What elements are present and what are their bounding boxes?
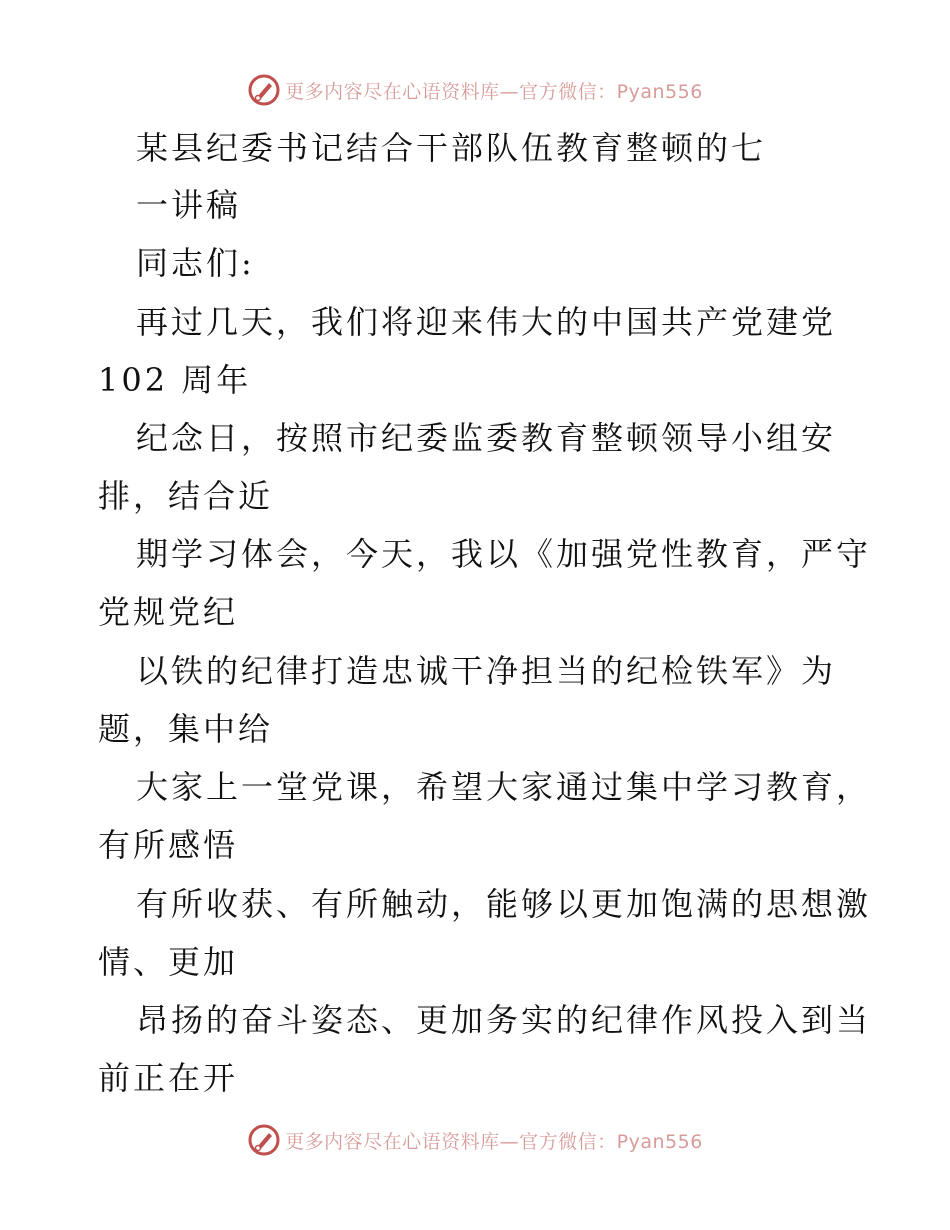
paragraph-line: 纪念日，按照市纪委监委教育整顿领导小组安	[136, 419, 837, 457]
paragraph-line: 以铁的纪律打造忠诚干净担当的纪检铁军》为	[136, 652, 837, 690]
paragraph-line: 题，集中给	[98, 710, 274, 748]
paragraph-line: 情、更加	[98, 943, 239, 981]
doc-title-line-1: 某县纪委书记结合干部队伍教育整顿的七	[136, 129, 767, 167]
footer-banner	[0, 1120, 950, 1160]
header-banner-text: 更多内容尽在心语资料库—官方微信：Pyan556	[285, 80, 703, 103]
paragraph-line: 102 周年	[98, 361, 252, 399]
paragraph-line: 党规党纪	[98, 593, 239, 631]
doc-title-line-2: 一讲稿	[136, 186, 242, 224]
paragraph-line: 再过几天，我们将迎来伟大的中国共产党建党	[136, 303, 837, 341]
header-banner	[0, 70, 950, 110]
paragraph-line: 有所感悟	[98, 826, 239, 864]
pen-logo-icon	[247, 73, 281, 107]
paragraph-line: 昂扬的奋斗姿态、更加务实的纪律作风投入到当	[136, 1001, 872, 1039]
paragraph-line: 期学习体会，今天，我以《加强党性教育，严守	[136, 535, 872, 573]
paragraph-line: 排，结合近	[98, 477, 274, 515]
salutation: 同志们:	[136, 244, 255, 282]
paragraph-line: 有所收获、有所触动，能够以更加饱满的思想激	[136, 885, 872, 923]
paragraph-line: 前正在开	[98, 1059, 239, 1097]
paragraph-line: 大家上一堂党课，希望大家通过集中学习教育，	[136, 768, 872, 806]
footer-banner-text: 更多内容尽在心语资料库—官方微信：Pyan556	[285, 1130, 703, 1153]
pen-logo-icon	[247, 1123, 281, 1157]
